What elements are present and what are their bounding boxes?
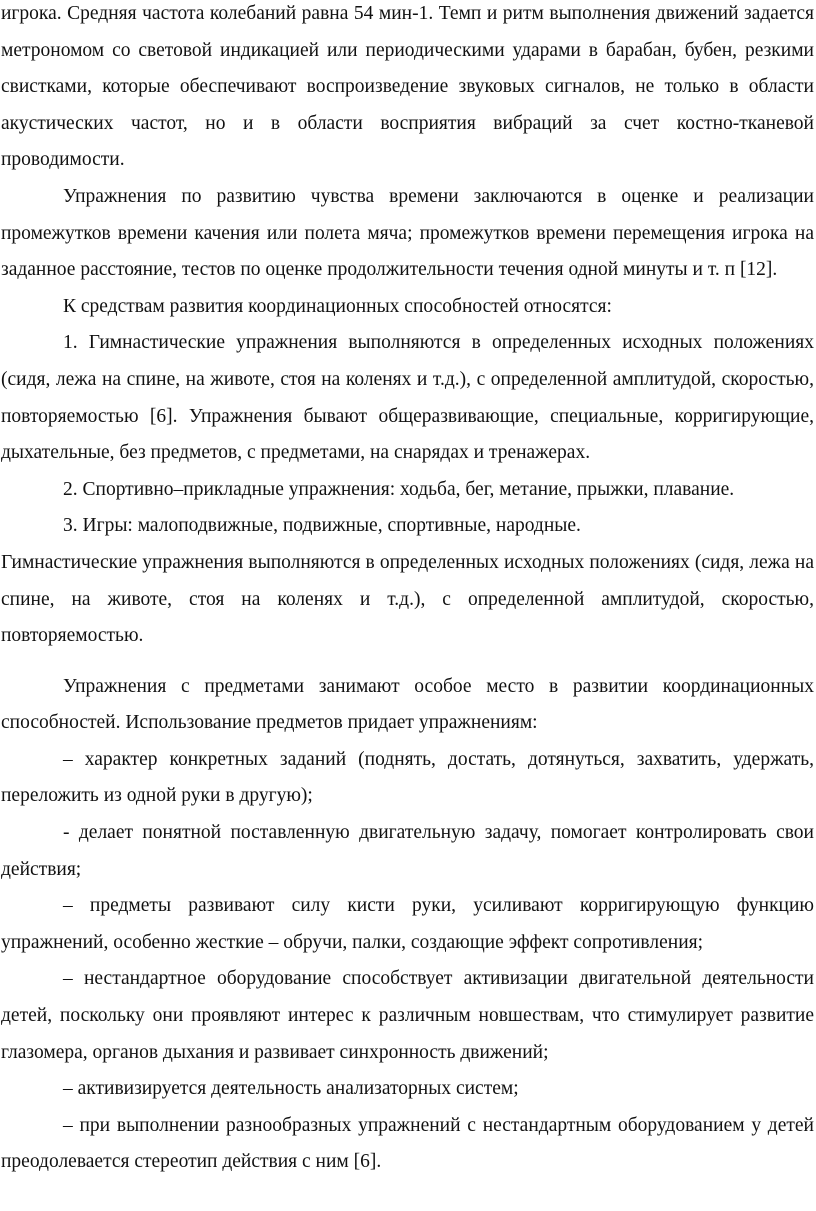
paragraph-tempo-rhythm: игрока. Средняя частота колебаний равна 54 мин-1. Темп и ритм выполнения движений задается метрономом со световой индикацией или периодическими ударами в барабан, бубен, резкими свистками, которые обеспечивают воспроизведение звуковых сигналов, не только в области акустических частот, но и в области восприятия вибраций за счет костно-тканевой проводимости.: [1, 3, 814, 171]
bullet-stereotype: – при выполнении разнообразных упражнений с нестандартным оборудованием у детей преодолевается стереотип действия с ним [6].: [1, 1114, 814, 1173]
paragraph-means-intro: К средствам развития координационных способностей относятся:: [63, 295, 612, 317]
bullet-concrete-tasks: – характер конкретных заданий (поднять, достать, дотянуться, захватить, удержать, переложить из одной руки в другую);: [1, 748, 814, 807]
bullet-motor-task: - делает понятной поставленную двигательную задачу, помогает контролировать свои действия;: [1, 822, 814, 880]
list-item-applied-sports: 2. Спортивно–прикладные упражнения: ходьба, бег, метание, прыжки, плавание.: [63, 478, 735, 500]
bullet-analyzer-systems: – активизируется деятельность анализаторных систем;: [63, 1078, 519, 1100]
list-item-games: 3. Игры: малоподвижные, подвижные, спортивные, народные.: [63, 515, 581, 537]
bullet-nonstandard-equipment: – нестандартное оборудование способствует активизации двигательной деятельности детей, поскольку они проявляют интерес к различным новшествам, что стимулирует развитие глазомера, органов дыхания и развивает синхронность движений;: [1, 968, 814, 1063]
paragraph-gymnastics-repeat: Гимнастические упражнения выполняются в определенных исходных положениях (сидя, лежа на спине, на животе, стоя на коленях и т.д.), с определенной амплитудой, скоростью, повторяемостью.: [1, 551, 814, 647]
paragraph-time-sense: Упражнения по развитию чувства времени заключаются в оценке и реализации промежутков времени качения или полета мяча; промежутков времени перемещения игрока на заданное расстояние, тестов по оценке продолжительности течения одной минуты и т. п [12].: [1, 185, 814, 281]
paragraph-objects-intro: Упражнения с предметами занимают особое место в развитии координационных способностей. Использование предметов придает упражнениям:: [1, 675, 814, 734]
list-item-gymnastics: 1. Гимнастические упражнения выполняются в определенных исходных положениях (сидя, лежа на спине, на животе, стоя на коленях и т.д.), с определенной амплитудой, скоростью, повторяемостью [6]. Упражнения бывают общеразвивающие, специальные, корригирующие, дыхательные, без предметов, с предметами, на снарядах и тренажерах.: [1, 332, 814, 464]
bullet-hand-strength: – предметы развивают силу кисти руки, усиливают корригирующую функцию упражнений, особенно жесткие – обручи, палки, создающие эффект сопротивления;: [1, 895, 814, 953]
